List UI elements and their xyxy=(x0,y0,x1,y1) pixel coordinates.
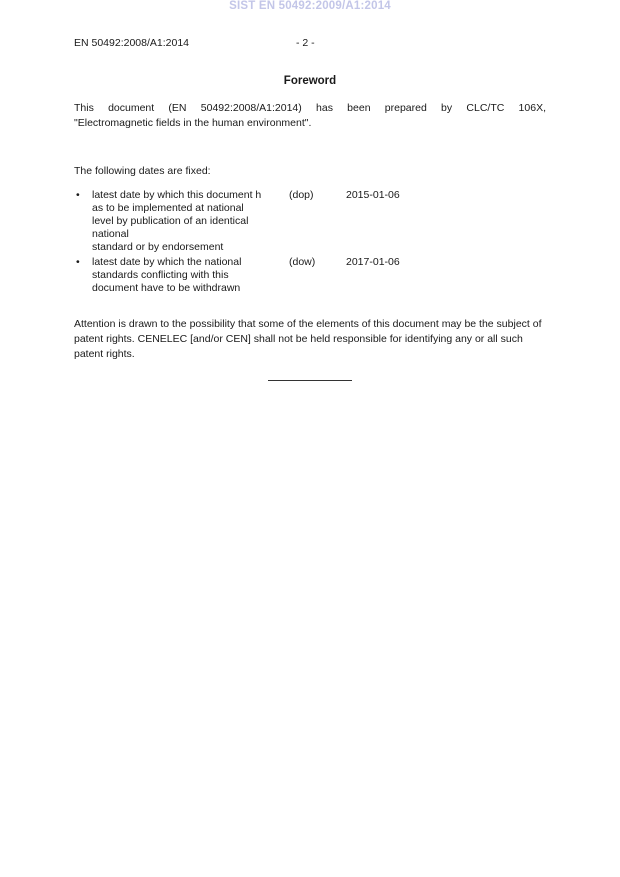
bullet: • xyxy=(76,256,80,268)
desc-line: latest date by which this document h xyxy=(92,189,262,201)
date-code: (dow) xyxy=(289,256,316,268)
watermark: SIST EN 50492:2009/A1:2014 xyxy=(229,0,391,12)
end-rule xyxy=(268,380,352,381)
desc-line: national xyxy=(92,228,129,240)
bullet: • xyxy=(76,189,80,201)
date-value: 2017-01-06 xyxy=(346,256,400,268)
desc-line: as to be implemented at national xyxy=(92,202,244,214)
desc-line: document have to be withdrawn xyxy=(92,282,241,294)
date-description xyxy=(92,256,282,295)
date-code: (dop) xyxy=(289,189,314,201)
date-description xyxy=(92,189,282,254)
desc-line: latest date by which the national xyxy=(92,256,242,268)
page-title: Foreword xyxy=(283,75,337,87)
intro-paragraph xyxy=(74,101,546,131)
dates-intro: The following dates are fixed: xyxy=(74,165,211,177)
intro-line-1: This document (EN 50492:2008/A1:2014) has been prepared by CLC/TC 106X, xyxy=(74,102,546,114)
desc-line: level by publication of an identical xyxy=(92,215,249,227)
desc-line: standards conflicting with this xyxy=(92,269,229,281)
header-doc-id: EN 50492:2008/A1:2014 xyxy=(74,37,190,49)
page-number: - 2 - xyxy=(296,37,315,49)
attention-paragraph: Attention is drawn to the possibility that some of the elements of this document may be the subject of patent rights. CENELEC [and/or CEN] shall not be held responsible for identifying any or all such patent rights. xyxy=(74,318,542,360)
date-value: 2015-01-06 xyxy=(346,189,400,201)
intro-line-2: "Electromagnetic fields in the human environment". xyxy=(74,117,312,129)
desc-line: standard or by endorsement xyxy=(92,241,224,253)
